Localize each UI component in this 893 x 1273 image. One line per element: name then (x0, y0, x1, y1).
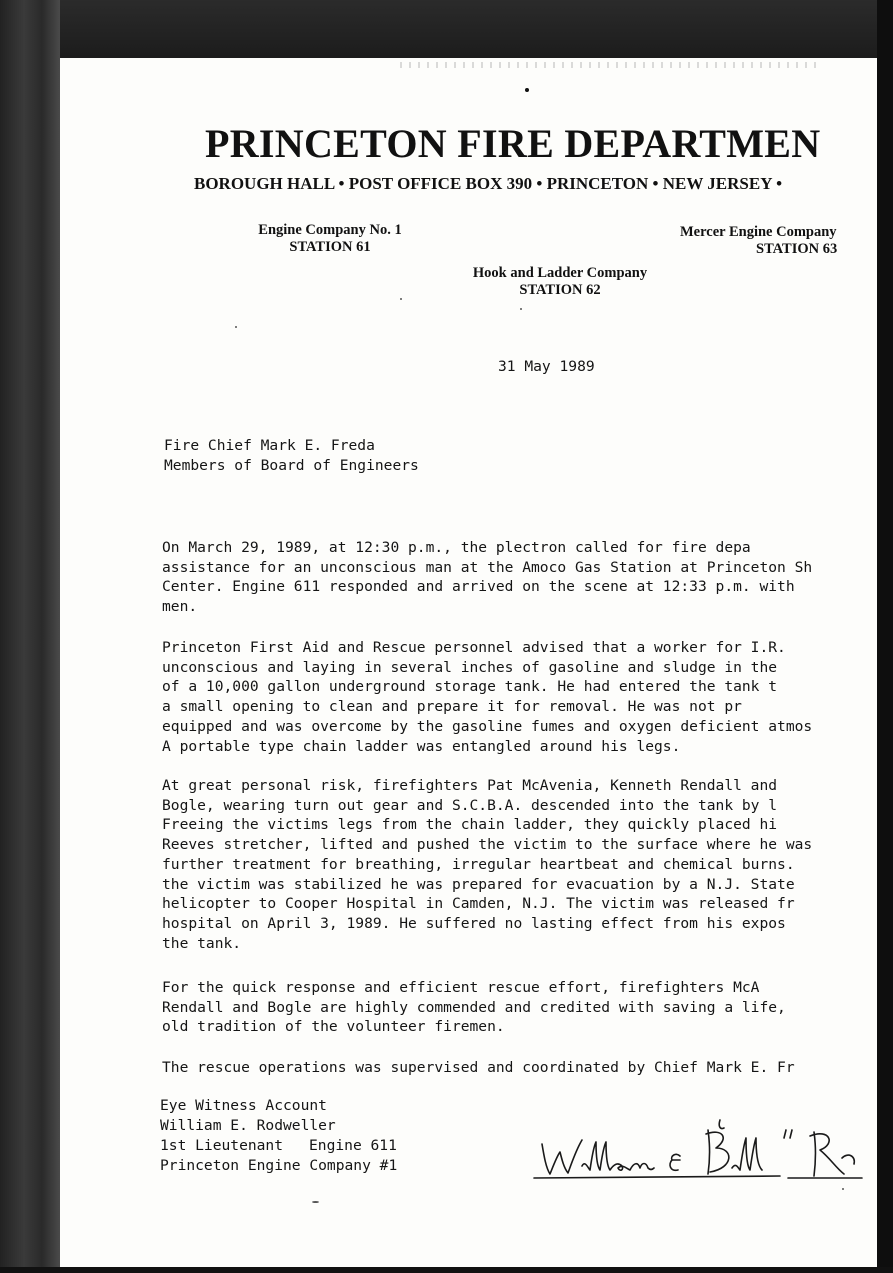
paragraph-line: equipped and was overcome by the gasoline fumes and oxygen deficient atmos (162, 717, 813, 735)
addressee-line: Fire Chief Mark E. Freda (164, 437, 375, 454)
paragraph-line: The rescue operations was supervised and coordinated by Chief Mark E. Fr (162, 1059, 795, 1076)
paragraph-line: Freeing the victims legs from the chain ladder, they quickly placed hi (162, 816, 778, 834)
letterhead-address: BOROUGH HALL • POST OFFICE BOX 390 • PRINCETON • NEW JERSEY • (194, 174, 783, 193)
paragraph-5 (162, 1058, 877, 1078)
addressee-block (164, 436, 419, 476)
paragraph-line: For the quick response and efficient rescue effort, firefighters McA (162, 979, 760, 996)
letter-page (60, 58, 877, 1267)
closing-line: Eye Witness Account (160, 1097, 327, 1114)
scan-frame-bottom (0, 1267, 893, 1273)
paragraph-line: the tank. (162, 934, 242, 952)
paragraph-1 (162, 538, 877, 617)
paragraph-line: further treatment for breathing, irregular heartbeat and chemical burns. (162, 855, 795, 873)
station-62-block (450, 265, 670, 299)
paragraph-line: the victim was stabilized he was prepared for evacuation by a N.J. State (162, 875, 795, 893)
letter-date: 31 May 1989 (498, 358, 595, 375)
paragraph-3 (162, 776, 877, 953)
paragraph-2 (162, 638, 877, 756)
paragraph-line: helicopter to Cooper Hospital in Camden, N.J. The victim was released fr (162, 895, 795, 913)
paragraph-line: old tradition of the volunteer firemen. (162, 1018, 505, 1036)
paragraph-line: hospital on April 3, 1989. He suffered no lasting effect from his expos (162, 914, 786, 932)
paragraph-line: Rendall and Bogle are highly commended and credited with saving a life, (162, 998, 786, 1016)
station-61-company: Engine Company No. 1 (258, 222, 402, 238)
station-63-number: STATION 63 (756, 241, 838, 257)
scan-noise (400, 62, 820, 68)
closing-rank: 1st Lieutenant (160, 1137, 284, 1154)
paragraph-line: Princeton First Aid and Rescue personnel advised that a worker for I.R. (162, 639, 786, 656)
closing-line: Princeton Engine Company #1 (160, 1157, 398, 1174)
closing-unit: Engine 611 (309, 1137, 397, 1154)
scan-speck (520, 308, 522, 310)
paragraph-line: of a 10,000 gallon underground storage tank. He had entered the tank t (162, 678, 778, 696)
station-63-block (680, 224, 877, 258)
handwritten-signature (530, 1116, 877, 1186)
letterhead-title: PRINCETON FIRE DEPARTMEN (205, 121, 821, 166)
closing-block (160, 1096, 397, 1176)
scan-frame-right (877, 0, 893, 1273)
addressee-line: Members of Board of Engineers (164, 457, 419, 474)
paragraph-line: assistance for an unconscious man at the Amoco Gas Station at Princeton Sh (162, 558, 813, 576)
station-61-block (240, 222, 420, 256)
paragraph-line: unconscious and laying in several inches of gasoline and sludge in the (162, 658, 778, 676)
paragraph-line: At great personal risk, firefighters Pat McAvenia, Kenneth Rendall and (162, 777, 778, 794)
paragraph-line: A portable type chain ladder was entangled around his legs. (162, 737, 681, 755)
closing-line: William E. Rodweller (160, 1117, 336, 1134)
paragraph-line: a small opening to clean and prepare it for removal. He was not pr (162, 698, 742, 716)
paragraph-line: On March 29, 1989, at 12:30 p.m., the plectron called for fire depa (162, 539, 751, 556)
scan-speck (400, 298, 402, 300)
scan-speck (842, 1188, 844, 1190)
scan-speck (235, 326, 237, 328)
station-63-company: Mercer Engine Company (680, 224, 837, 240)
closing-rank-line (160, 1136, 397, 1156)
station-61-number: STATION 61 (289, 239, 371, 255)
paragraph-line: Center. Engine 611 responded and arrived on the scene at 12:33 p.m. with (162, 578, 795, 596)
scan-dot (525, 88, 529, 92)
station-62-number: STATION 62 (519, 282, 601, 298)
scan-speck (312, 1201, 319, 1203)
paragraph-4 (162, 978, 877, 1037)
station-62-company: Hook and Ladder Company (472, 265, 648, 281)
paragraph-line: Reeves stretcher, lifted and pushed the victim to the surface where he was (162, 836, 813, 854)
scan-frame-left (0, 0, 60, 1273)
scan-frame-top (0, 0, 893, 58)
paragraph-line: Bogle, wearing turn out gear and S.C.B.A. descended into the tank by l (162, 796, 778, 814)
paragraph-line: men. (162, 598, 198, 616)
